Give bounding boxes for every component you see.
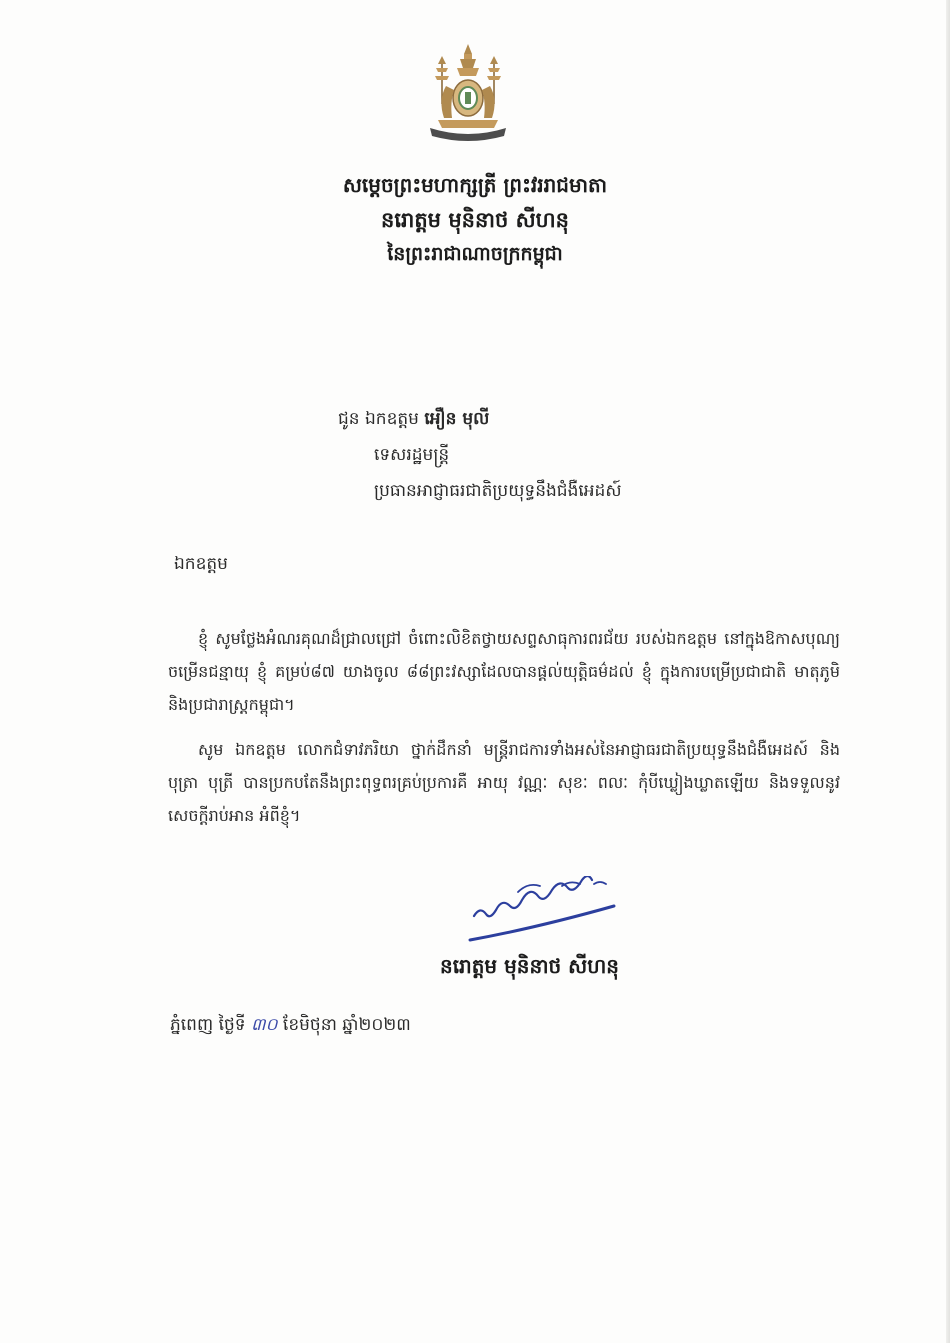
signer-name: នរោត្តម មុនិនាថ សីហនុ xyxy=(440,954,619,978)
page-edge xyxy=(946,0,950,1343)
date-suffix: ខែមិថុនា ឆ្នាំ២០២៣ xyxy=(282,1015,411,1035)
date-day: ៣០ xyxy=(250,1015,278,1035)
letterhead-title: សម្តេចព្រះមហាក្សត្រី ព្រះវររាជមាតា xyxy=(342,173,608,197)
recipient-name: អឿន មុលី xyxy=(424,409,490,429)
recipient-title-2: ប្រធានអាជ្ញាធរជាតិប្រយុទ្ធនឹងជំងឺអេដស៍ xyxy=(374,481,622,501)
royal-emblem-icon xyxy=(420,42,516,146)
body-paragraph-2: សូម ឯកឧត្តម លោកជំទាវភរិយា ថ្នាក់ដឹកនាំ មន្ត្រីរាជការទាំងអស់នៃអាជ្ញាធរជាតិប្រយុទ្ធនឹងជំងឺអេដស៍ និង បុត្រា បុត្រី បានប្រកបតែនឹងព្រះពុទ្ធពរគ្រប់ប្រការគឺ អាយុ វណ្ណៈ សុខៈ ពលៈ កុំបីឃ្លៀងឃ្លាតឡើយ និងទទួលនូវសេចក្តីរាប់អាន អំពីខ្ញុំ។ xyxy=(168,740,840,825)
recipient-prefix: ជូន ឯកឧត្តម xyxy=(338,409,419,429)
letterhead-kingdom: នៃព្រះរាជាណាចក្រកម្ពុជា xyxy=(387,243,563,265)
recipient-line xyxy=(338,408,489,433)
date-prefix: ភ្នំពេញ ថ្ងៃទី xyxy=(170,1015,246,1035)
handwritten-signature xyxy=(466,876,626,946)
recipient-title-1: ទេសរដ្ឋមន្ត្រី xyxy=(374,445,450,465)
letterhead-name: នរោត្តម មុនិនាថ សីហនុ xyxy=(381,207,569,232)
date-line xyxy=(170,1014,411,1039)
body-paragraph-1: ខ្ញុំ សូមថ្លែងអំណរគុណដ៏ជ្រាលជ្រៅ ចំពោះលិខិតថ្វាយសព្ទសាធុការពរជ័យ របស់ឯកឧត្តម នៅក្នុងឱកាសបុណ្យចម្រើនជន្មាយុ ខ្ញុំ គម្រប់៨៧ យាងចូល ៨៨ព្រះវស្សាដែលបានផ្តល់យុត្តិធម៌ដល់ ខ្ញុំ ក្នុងការបម្រើប្រជាជាតិ មាតុភូមិ និងប្រជារាស្ត្រកម្ពុជា។ xyxy=(168,629,840,714)
salutation: ឯកឧត្តម xyxy=(174,554,228,574)
